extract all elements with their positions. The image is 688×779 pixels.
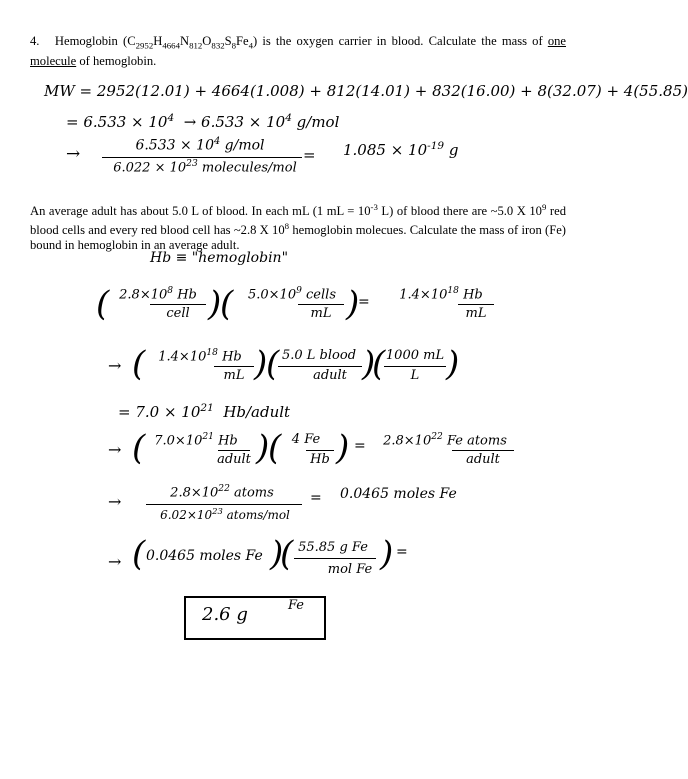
r4-b-num: 4 Fe — [291, 432, 321, 447]
r3-line: = $7.0 \times 10^{21}$ Hb/adult — [118, 402, 291, 421]
paren-close-r6a: ) — [270, 534, 284, 574]
r6-b-num: 55.85 g Fe — [298, 540, 368, 555]
paren-open-r4b: ( — [268, 428, 282, 468]
r6-a: 0.0465 moles Fe — [146, 548, 263, 564]
final-answer-value: 2.6 g — [202, 604, 248, 625]
paren-open-r2c: ( — [372, 344, 386, 384]
mass-fraction-denominator: $6.022 \times 10^{23}$ molecules/mol — [113, 159, 297, 176]
paren-open-r6a: ( — [132, 534, 146, 574]
underlined-one-molecule: one molecule — [30, 34, 566, 68]
r1-a-bar — [150, 304, 206, 305]
paren-open-r1b: ( — [220, 284, 234, 324]
r1-res-num: $1.4\times 10^{18}$ Hb — [399, 286, 483, 303]
r4-res-num: $2.8\times 10^{22}$ Fe atoms — [383, 432, 507, 449]
r1-b-bar — [298, 304, 344, 305]
paren-close-r2b: ) — [362, 344, 376, 384]
r5-equals: = — [310, 490, 322, 506]
equals-1: = — [303, 146, 316, 164]
r2-b-den: adult — [313, 368, 347, 383]
paren-open-r4a: ( — [132, 428, 146, 468]
r2-a-bar — [214, 366, 254, 367]
r1-b-num: $5.0\times 10^9$ cells — [247, 286, 336, 303]
r6-b-den: mol Fe — [327, 562, 373, 577]
paren-close-r6b: ) — [380, 534, 394, 574]
r1-a-num: $2.8\times 10^8$ Hb — [119, 286, 197, 303]
r2-a-den: mL — [223, 368, 245, 383]
mass-fraction-bar — [102, 157, 302, 158]
r4-a-bar — [218, 450, 250, 451]
r4-b-den: Hb — [310, 452, 330, 467]
paren-open-r1a: ( — [96, 284, 110, 324]
mw-result-line: = $6.533 \times 10^4 \to 6.533 \times 10^4$ g/mol — [66, 112, 340, 131]
r2-c-bar — [384, 366, 446, 367]
mass-result: $1.085 \times 10^{-19}$ g — [343, 140, 459, 159]
r4-equals: = — [354, 438, 366, 454]
paren-close-r2c: ) — [446, 344, 460, 384]
r2-c-num: 1000 mL — [385, 348, 445, 363]
r2-arrow: → — [108, 356, 122, 375]
r6-arrow: → — [108, 552, 122, 571]
r6-b-bar — [294, 558, 376, 559]
paren-close-r4a: ) — [256, 428, 270, 468]
final-answer-unit: Fe — [288, 598, 305, 613]
r2-b-bar — [278, 366, 362, 367]
arrow-1: → — [66, 144, 81, 164]
r4-b-bar — [306, 450, 334, 451]
paren-open-r2b: ( — [266, 344, 280, 384]
paren-close-r1b: ) — [346, 284, 360, 324]
paren-close-r1a: ) — [208, 284, 222, 324]
r4-arrow: → — [108, 440, 122, 459]
mass-fraction-numerator: $6.533 \times 10^4$ g/mol — [135, 136, 265, 154]
mw-line: MW = 2952(12.01) + 4664(1.008) + 812(14.01) + 832(16.00) + 8(32.07) + 4(55.85) — [44, 82, 688, 100]
r2-a-num: $1.4\times 10^{18}$ Hb — [158, 348, 242, 365]
r1-a-den: cell — [166, 306, 190, 321]
r4-a-den: adult — [217, 452, 251, 467]
r5-result: 0.0465 moles Fe — [340, 486, 457, 502]
paren-close-r4b: ) — [336, 428, 350, 468]
problem-blood-statement: An average adult has about 5.0 L of blood. In each mL (1 mL = $10^{-3}$ L) of blood there are ~5.0 X $10^9$ red blood cells and every red blood cell has ~2.8 X $10^8$ hemoglobin molecues. Calculate the mass of iron (Fe) bound in hemoglobin in an average adult. — [30, 202, 567, 253]
r5-bar — [146, 504, 302, 505]
r1-res-den: mL — [465, 306, 487, 321]
paren-open-r6b: ( — [280, 534, 294, 574]
r5-arrow: → — [108, 492, 122, 511]
problem-number: 4. — [30, 34, 40, 48]
r1-b-den: mL — [310, 306, 332, 321]
r5-den: $6.02\times 10^{23}$ atoms/mol — [160, 506, 290, 522]
r1-equals: = — [358, 294, 370, 310]
r2-b-num: 5.0 L blood — [281, 348, 357, 363]
r2-c-den: L — [410, 368, 420, 383]
r4-res-den: adult — [466, 452, 500, 467]
r6-equals: = — [396, 544, 408, 560]
paren-close-r2a: ) — [254, 344, 268, 384]
problem-4-statement: 4. Hemoglobin $(C_{2952}H_{4664}N_{812}O_{832}S_8Fe_4)$ is the oxygen carrier in blood. Calculate the mass of one molecule of hemoglobin. — [30, 34, 566, 68]
r1-res-bar — [458, 304, 494, 305]
r4-a-num: $7.0\times 10^{21}$ Hb — [154, 432, 238, 449]
r4-res-bar — [452, 450, 514, 451]
paren-open-r2a: ( — [132, 344, 146, 384]
hb-definition: Hb ≡ "hemoglobin" — [150, 250, 289, 266]
r5-num: $2.8\times 10^{22}$ atoms — [170, 484, 274, 501]
